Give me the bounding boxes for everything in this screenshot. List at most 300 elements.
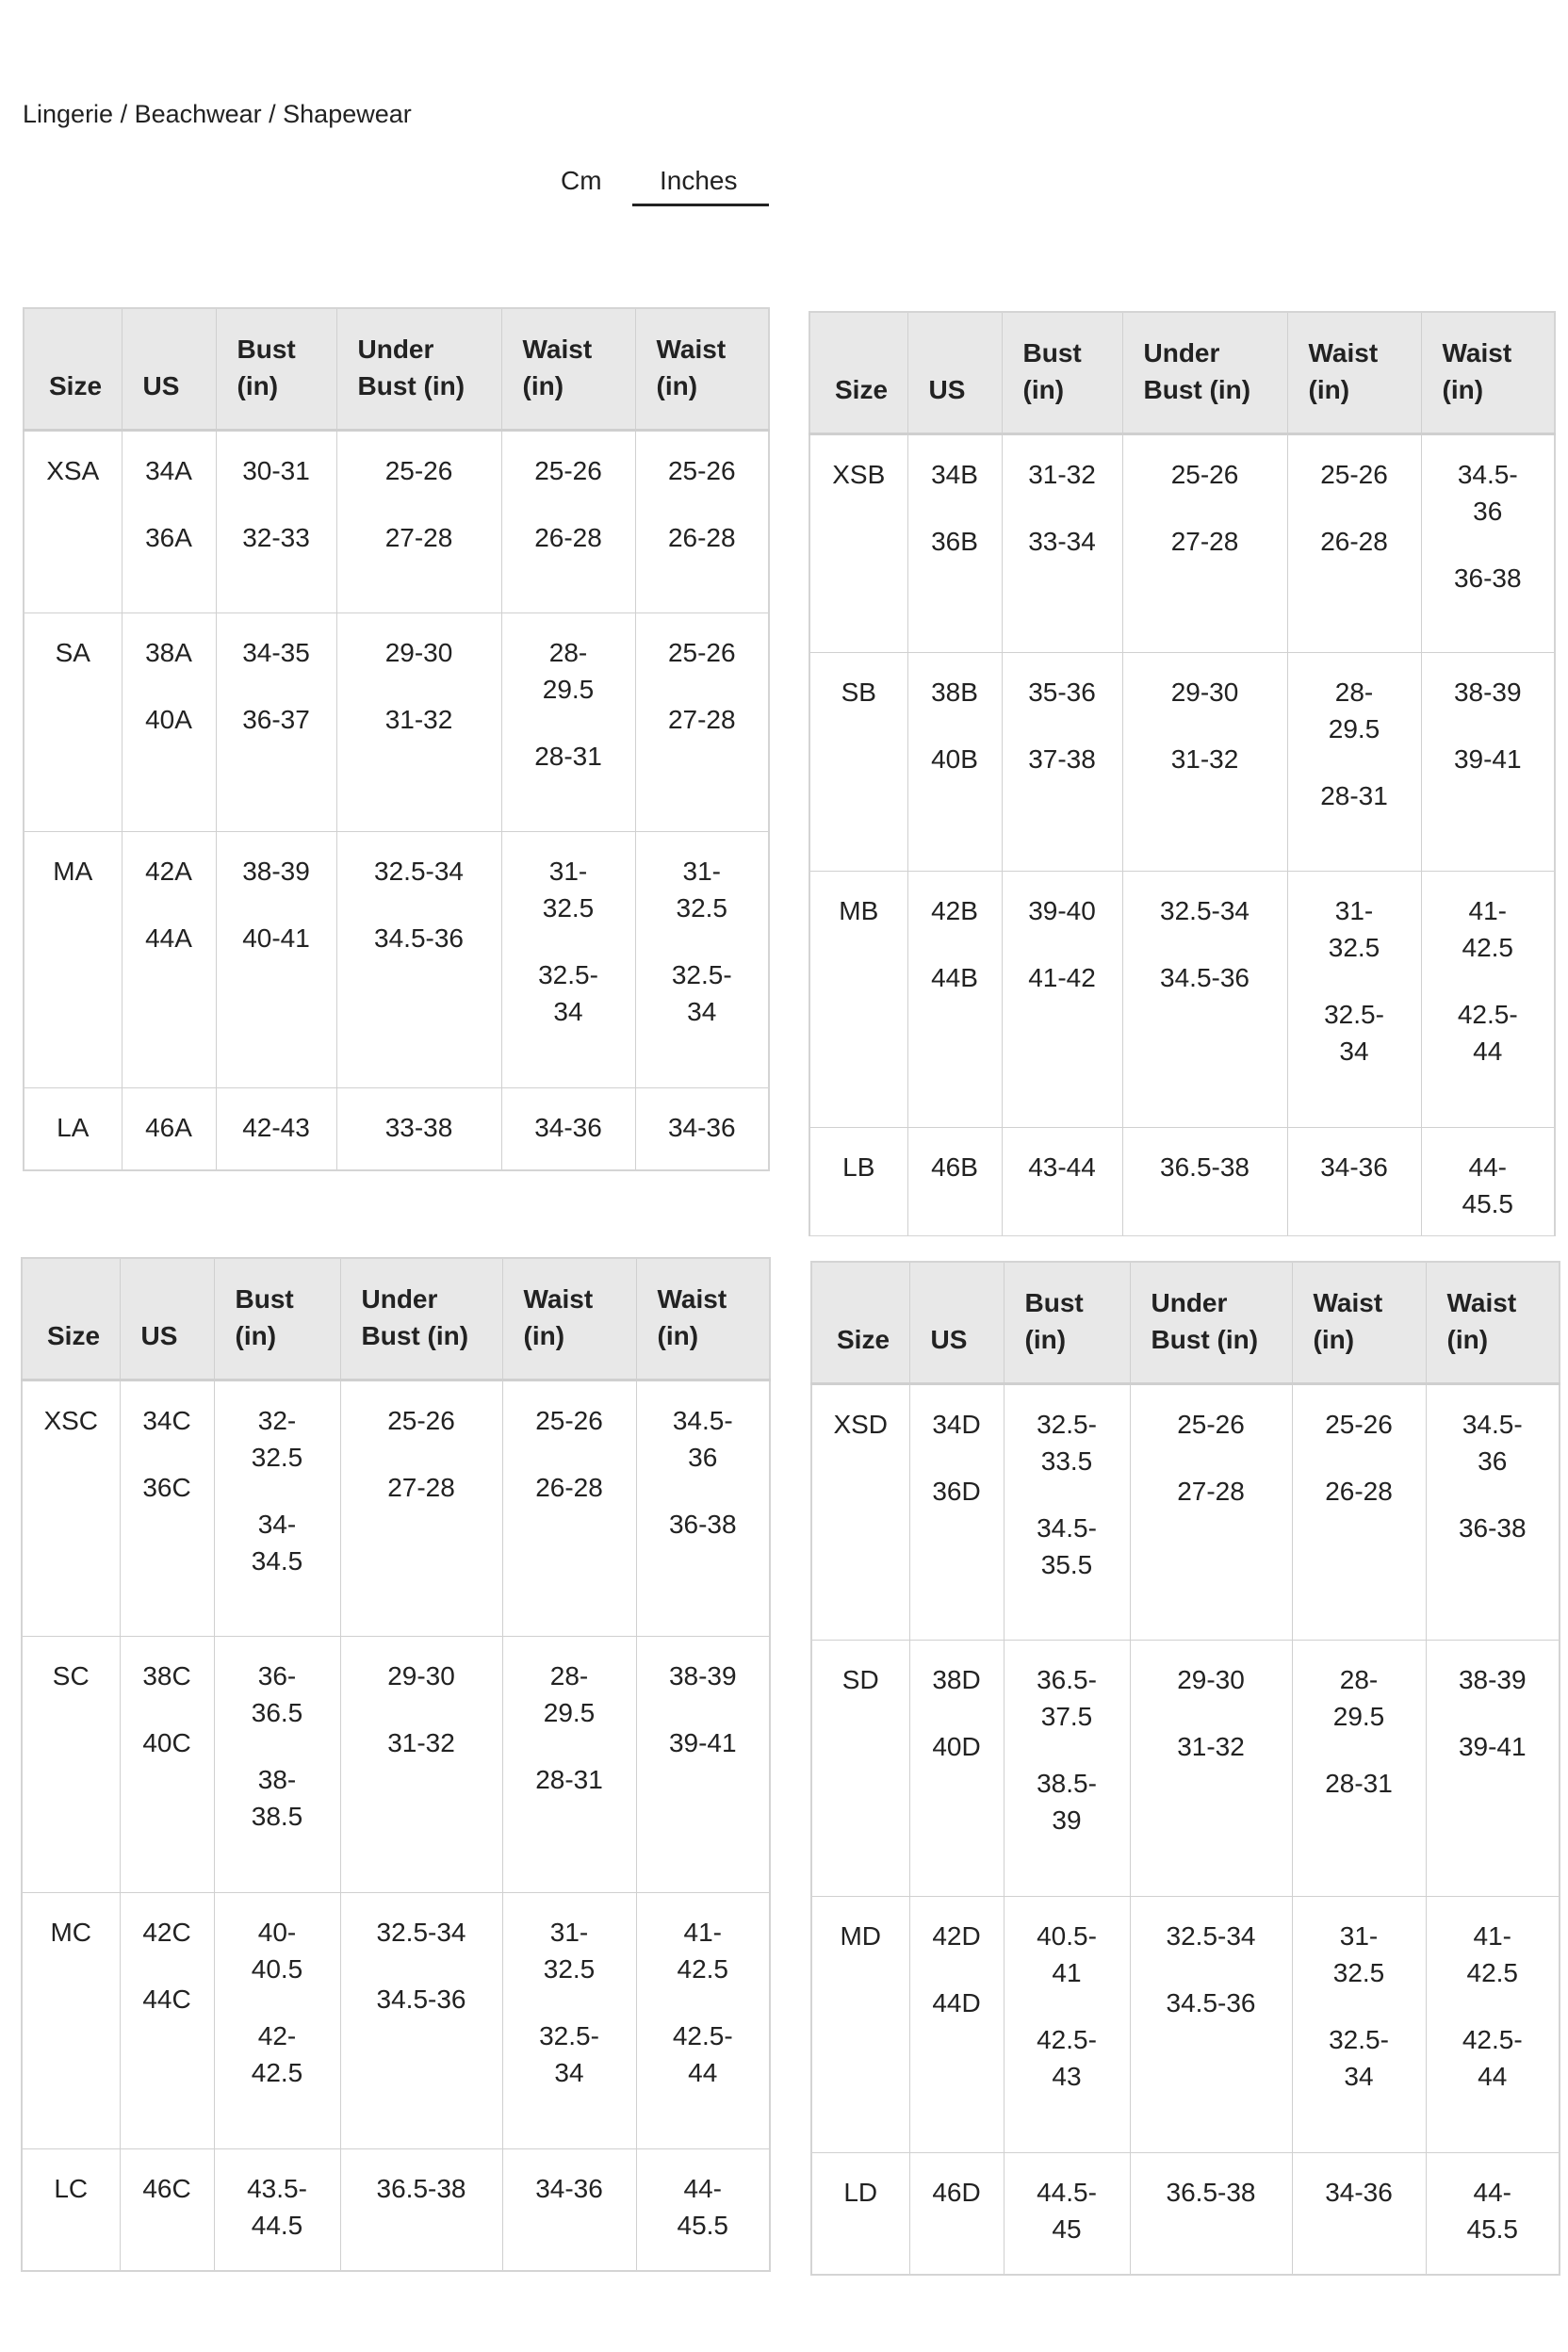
cell-bust [1004, 1640, 1130, 1896]
cell-value: 42.5 [1466, 1957, 1518, 1987]
cell-bust [214, 1636, 340, 1892]
cell-value: 32.5- [538, 959, 598, 989]
cell-size [811, 1640, 909, 1896]
header-bust [1002, 312, 1122, 433]
cell-value: 28- [1339, 1664, 1379, 1694]
cell-bust [216, 612, 336, 831]
cell-value: 44D [932, 1987, 981, 2017]
header-text: US [928, 374, 966, 404]
cell-value: 37-38 [1028, 743, 1096, 774]
cell-size [809, 433, 907, 652]
cell-waist [1292, 1383, 1426, 1640]
cell-value: 38A [145, 637, 192, 667]
cell-size [809, 871, 907, 1127]
header-size [24, 308, 122, 430]
cell-under-bust [1122, 1127, 1287, 1236]
header-text: US [140, 1320, 178, 1350]
cell-bust [1004, 1896, 1130, 2152]
cell-under-bust [1130, 1896, 1292, 2152]
size-table [810, 1261, 1560, 2276]
cell-value: 31- [548, 856, 588, 886]
cell-value: 34 [1339, 1036, 1369, 1066]
cell-value: 43 [1052, 2061, 1082, 2091]
cell-size [24, 1087, 122, 1170]
cell-bust [214, 1892, 340, 2148]
cell-value: 46D [932, 2177, 981, 2207]
cell-value: 36.5 [251, 1697, 303, 1727]
cell-value: SB [841, 677, 876, 707]
cell-value: 42.5- [672, 2020, 733, 2050]
cell-value: 39-41 [668, 1727, 737, 1757]
cell-value: 34C [142, 1405, 191, 1435]
cell-value: 45.5 [1466, 2213, 1518, 2244]
cell-value: MC [50, 1917, 92, 1947]
table-row [24, 430, 769, 612]
cell-value: 34.5- [1457, 459, 1518, 489]
cell-value: 39-41 [1458, 1731, 1527, 1761]
cell-value: 32.5 [542, 892, 595, 923]
header-text: Under [361, 1283, 438, 1314]
cell-waist [501, 612, 635, 831]
cell-value: 25-26 [1177, 1409, 1245, 1439]
cell-value: 36 [1473, 496, 1503, 526]
header-text: Size [837, 1324, 890, 1354]
header-text: (in) [1022, 374, 1065, 404]
cell-waist [1292, 1896, 1426, 2152]
cell-value: 25-26 [1320, 459, 1388, 489]
cell-value: 31-32 [384, 704, 453, 734]
header-text: Under [1151, 1287, 1228, 1317]
cell-value: 32-33 [242, 522, 310, 552]
cell-value: 38-39 [242, 856, 310, 886]
cell-under-bust [1130, 1640, 1292, 1896]
cell-value: 38- [257, 1764, 297, 1794]
cell-value: 36.5-38 [1166, 2177, 1256, 2207]
cell-value: 46B [931, 1152, 978, 1182]
cell-value: 36-38 [668, 1509, 737, 1539]
cell-value: 34.5-36 [374, 923, 464, 953]
header-text: Bust (in) [357, 370, 466, 400]
cell-value: 34D [932, 1409, 981, 1439]
cell-value: 34-35 [242, 637, 310, 667]
cell-value: 39 [1052, 1805, 1082, 1835]
cell-value: 42B [931, 895, 978, 925]
header-under-bust [1122, 312, 1287, 433]
cell-value: 40.5- [1037, 1920, 1097, 1951]
header-text: (in) [1442, 374, 1484, 404]
cell-size [809, 1127, 907, 1236]
header-text: US [930, 1324, 968, 1354]
cell-under-bust [336, 612, 501, 831]
cell-value: 38C [142, 1660, 191, 1690]
header-us [909, 1262, 1004, 1383]
cell-size [22, 1380, 120, 1636]
tab-cm[interactable]: Cm [561, 166, 602, 195]
cell-value: 25-26 [667, 455, 736, 485]
cell-waist [502, 2148, 636, 2271]
cell-size [811, 2152, 909, 2275]
cell-value: 26-28 [1325, 1476, 1393, 1506]
header-text: Waist [656, 334, 727, 364]
cell-value: 32.5-34 [1166, 1920, 1256, 1951]
cell-value: 32.5 [543, 1953, 596, 1984]
header-size [809, 312, 907, 433]
cell-value: 45 [1052, 2213, 1082, 2244]
cell-value: 25-26 [534, 455, 602, 485]
cell-value: 42D [932, 1920, 981, 1951]
cell-waist-2 [1421, 652, 1555, 871]
cell-value: 31-32 [1028, 459, 1096, 489]
cell-waist-2 [1426, 1383, 1560, 1640]
cell-size [24, 430, 122, 612]
cell-value: 36D [932, 1476, 981, 1506]
cell-value: SD [841, 1664, 879, 1694]
header-text: Bust [237, 334, 296, 364]
header-text: Waist [1446, 1287, 1517, 1317]
cell-value: 34.5-36 [1160, 962, 1250, 992]
cell-under-bust [1122, 652, 1287, 871]
cell-value: 27-28 [384, 522, 453, 552]
cell-value: 34- [257, 1509, 297, 1539]
cell-value: 32.5- [539, 2020, 599, 2050]
cell-value: 40-41 [242, 923, 310, 953]
cell-value: 38D [932, 1664, 981, 1694]
cell-value: 26-28 [535, 1472, 603, 1502]
cell-value: 34.5-36 [1166, 1987, 1256, 2017]
header-waist-2 [1426, 1262, 1560, 1383]
cell-value: 38-39 [1458, 1664, 1527, 1694]
cell-value: LA [57, 1112, 90, 1142]
header-text: (in) [1313, 1324, 1355, 1354]
cell-value: 30-31 [242, 455, 310, 485]
cell-waist [501, 1087, 635, 1170]
cell-value: 32- [257, 1405, 297, 1435]
cell-value: 31- [682, 856, 721, 886]
cell-value: 45.5 [677, 2210, 728, 2240]
table-row [22, 1892, 770, 2148]
header-text: Waist [1442, 337, 1512, 368]
cell-waist-2 [635, 1087, 769, 1170]
cell-value: MB [839, 895, 879, 925]
cell-us [909, 1896, 1004, 2152]
table-row [22, 2148, 770, 2271]
cell-us [909, 2152, 1004, 2275]
cell-value: 29.5 [1328, 713, 1380, 743]
cell-us [122, 430, 216, 612]
cell-value: 35-36 [1028, 677, 1096, 707]
header-bust [1004, 1262, 1130, 1383]
header-bust [216, 308, 336, 430]
cell-us [907, 433, 1002, 652]
cell-value: 44.5- [1037, 2177, 1097, 2207]
cell-value: 40B [931, 743, 978, 774]
cell-value: 44- [683, 2173, 722, 2203]
cell-value: 44 [1478, 2061, 1508, 2091]
cell-value: 36 [1478, 1446, 1508, 1476]
size-table-viewport[interactable] [808, 311, 1558, 1236]
cell-value: 34B [931, 459, 978, 489]
cell-waist-2 [1421, 433, 1555, 652]
size-table [23, 307, 770, 1171]
cell-value: 34 [687, 996, 717, 1026]
cell-value: 36B [931, 526, 978, 556]
header-under-bust [340, 1258, 502, 1380]
cell-us [120, 1636, 214, 1892]
header-text: (in) [1446, 1324, 1489, 1354]
cell-value: 34 [554, 2057, 584, 2087]
cell-value: 27-28 [387, 1472, 455, 1502]
cell-value: 36.5- [1037, 1664, 1097, 1694]
size-table [808, 311, 1556, 1236]
cell-waist-2 [1421, 871, 1555, 1127]
cell-value: 36- [257, 1660, 297, 1690]
cell-us [120, 1892, 214, 2148]
cell-value: 40A [145, 704, 192, 734]
header-text: Bust [1024, 1287, 1084, 1317]
header-text: (in) [237, 370, 279, 400]
cell-value: SA [55, 637, 90, 667]
cell-value: 38-39 [668, 1660, 737, 1690]
cell-value: 29.5 [542, 674, 595, 704]
header-text: Waist [1313, 1287, 1383, 1317]
cell-value: 32.5-34 [374, 856, 464, 886]
header-text: (in) [657, 1320, 699, 1350]
table-row [809, 1127, 1555, 1236]
cell-waist [502, 1380, 636, 1636]
cell-bust [1002, 1127, 1122, 1236]
cell-us [909, 1383, 1004, 1640]
cell-value: 32.5 [1328, 932, 1380, 962]
header-under-bust [336, 308, 501, 430]
cell-value: 42.5- [1462, 2024, 1523, 2054]
table-row [22, 1636, 770, 1892]
cell-value: MD [840, 1920, 882, 1951]
cell-value: 40C [142, 1727, 191, 1757]
cell-value: 44 [1473, 1036, 1503, 1066]
cell-waist-2 [636, 1380, 770, 1636]
cell-size [22, 2148, 120, 2271]
active-tab-underline [632, 204, 769, 206]
cell-value: 31- [1339, 1920, 1379, 1951]
cell-value: 34-36 [667, 1112, 736, 1142]
cell-value: 39-40 [1028, 895, 1096, 925]
cell-value: 28-31 [1325, 1768, 1393, 1798]
cell-value: 36C [142, 1472, 191, 1502]
cell-under-bust [336, 831, 501, 1087]
cell-waist-2 [635, 612, 769, 831]
header-size [811, 1262, 909, 1383]
cell-value: 44- [1468, 1152, 1507, 1182]
cell-value: 31- [549, 1917, 589, 1947]
header-text: Size [47, 1320, 101, 1350]
cell-waist-2 [1421, 1127, 1555, 1236]
cell-value: 40.5 [251, 1953, 303, 1984]
cell-value: 42C [142, 1917, 191, 1947]
cell-value: 42.5- [1037, 2024, 1097, 2054]
cell-value: XSB [832, 459, 886, 489]
cell-bust [1004, 1383, 1130, 1640]
cell-value: 34-36 [534, 1112, 602, 1142]
cell-value: 29-30 [387, 1660, 455, 1690]
cell-value: 42A [145, 856, 192, 886]
cell-value: 31- [1334, 895, 1374, 925]
header-text: Waist [1308, 337, 1379, 368]
cell-value: 25-26 [384, 455, 453, 485]
cell-value: 29-30 [1170, 677, 1239, 707]
cell-bust [216, 1087, 336, 1170]
cell-us [909, 1640, 1004, 1896]
cell-value: LC [54, 2173, 89, 2203]
cell-waist [1292, 1640, 1426, 1896]
cell-under-bust [340, 1636, 502, 1892]
header-text: Under [1143, 337, 1220, 368]
table-row [809, 433, 1555, 652]
cell-value: 33-38 [384, 1112, 453, 1142]
cell-value: 34A [145, 455, 192, 485]
cell-value: 43.5- [247, 2173, 307, 2203]
header-text: Bust (in) [361, 1320, 469, 1350]
cell-value: 28- [549, 1660, 589, 1690]
cell-value: LD [843, 2177, 878, 2207]
cell-size [24, 831, 122, 1087]
cell-value: 42-43 [242, 1112, 310, 1142]
table-row [811, 1896, 1560, 2152]
cell-value: 36.5-38 [1160, 1152, 1250, 1182]
header-us [120, 1258, 214, 1380]
cell-size [811, 1383, 909, 1640]
cell-under-bust [1122, 871, 1287, 1127]
cell-value: XSA [46, 455, 100, 485]
header-text: (in) [1024, 1324, 1067, 1354]
cell-value: 36 [688, 1442, 718, 1472]
header-waist [501, 308, 635, 430]
table-row [24, 831, 769, 1087]
cell-value: 32.5- [1037, 1409, 1097, 1439]
cell-value: 36A [145, 522, 192, 552]
header-bust [214, 1258, 340, 1380]
cell-value: MA [53, 856, 93, 886]
cell-value: 38.5 [251, 1801, 303, 1831]
cell-waist [1287, 871, 1421, 1127]
cell-value: 26-28 [1320, 526, 1388, 556]
cell-value: 28-31 [534, 741, 602, 771]
header-text: Waist [523, 1283, 594, 1314]
cell-value: 34-36 [1320, 1152, 1388, 1182]
header-waist-2 [1421, 312, 1555, 433]
cell-size [24, 612, 122, 831]
table-row [809, 871, 1555, 1127]
cell-bust [216, 831, 336, 1087]
cell-value: 44B [931, 962, 978, 992]
cell-value: 25-26 [1170, 459, 1239, 489]
header-text: Bust [1022, 337, 1082, 368]
cell-bust [1002, 433, 1122, 652]
header-text: Under [357, 334, 434, 364]
header-size [22, 1258, 120, 1380]
cell-value: 38-39 [1453, 677, 1522, 707]
cell-value: 29.5 [543, 1697, 596, 1727]
header-text: Waist [522, 334, 593, 364]
cell-value: SC [52, 1660, 90, 1690]
header-text: Bust (in) [1151, 1324, 1259, 1354]
cell-waist [501, 831, 635, 1087]
cell-waist-2 [1426, 1896, 1560, 2152]
cell-under-bust [1130, 2152, 1292, 2275]
cell-under-bust [340, 2148, 502, 2271]
cell-value: 42.5 [1462, 932, 1513, 962]
cell-value: 34-36 [1325, 2177, 1393, 2207]
cell-waist [1292, 2152, 1426, 2275]
cell-value: 32.5- [671, 959, 732, 989]
header-text: (in) [656, 370, 698, 400]
cell-value: 32.5-34 [1160, 895, 1250, 925]
cell-value: 41- [1468, 895, 1507, 925]
cell-value: 43-44 [1028, 1152, 1096, 1182]
tab-inches[interactable]: Inches [660, 166, 738, 195]
cell-waist-2 [635, 430, 769, 612]
cell-value: 25-26 [667, 637, 736, 667]
cell-value: 38B [931, 677, 978, 707]
cell-under-bust [340, 1892, 502, 2148]
cell-waist [501, 430, 635, 612]
cell-value: 26-28 [534, 522, 602, 552]
cell-bust [214, 1380, 340, 1636]
cell-value: 32.5 [1332, 1957, 1385, 1987]
cell-us [907, 652, 1002, 871]
cell-value: 25-26 [387, 1405, 455, 1435]
cell-size [22, 1892, 120, 2148]
cell-under-bust [336, 1087, 501, 1170]
cell-value: 32.5 [251, 1442, 303, 1472]
cell-value: 27-28 [667, 704, 736, 734]
table-row [811, 1383, 1560, 1640]
cell-value: 41- [1473, 1920, 1511, 1951]
cell-us [122, 612, 216, 831]
cell-waist [502, 1892, 636, 2148]
header-text: Bust [235, 1283, 294, 1314]
table-row [811, 2152, 1560, 2275]
cell-bust [216, 430, 336, 612]
cell-value: 28-31 [1320, 780, 1388, 810]
cell-value: 32.5- [1329, 2024, 1389, 2054]
header-waist [1292, 1262, 1426, 1383]
header-text: (in) [522, 370, 564, 400]
breadcrumb: Lingerie / Beachwear / Shapewear [23, 100, 412, 128]
cell-value: 45.5 [1462, 1188, 1513, 1218]
cell-value: 38.5- [1037, 1768, 1097, 1798]
cell-value: 33.5 [1040, 1446, 1093, 1476]
cell-waist-2 [636, 1636, 770, 1892]
cell-value: 41- [683, 1917, 722, 1947]
header-waist-2 [635, 308, 769, 430]
cell-waist-2 [635, 831, 769, 1087]
cell-bust [1004, 2152, 1130, 2275]
header-text: (in) [1308, 374, 1350, 404]
cell-us [120, 1380, 214, 1636]
table-row [24, 1087, 769, 1170]
cell-us [907, 1127, 1002, 1236]
cell-value: LB [842, 1152, 875, 1182]
cell-value: 36-38 [1453, 563, 1522, 593]
cell-value: 25-26 [535, 1405, 603, 1435]
cell-us [120, 2148, 214, 2271]
header-text: (in) [235, 1320, 277, 1350]
cell-value: 34.5 [251, 1545, 303, 1576]
cell-value: 26-28 [667, 522, 736, 552]
cell-waist-2 [636, 1892, 770, 2148]
cell-value: 29-30 [384, 637, 453, 667]
cell-waist [1287, 1127, 1421, 1236]
